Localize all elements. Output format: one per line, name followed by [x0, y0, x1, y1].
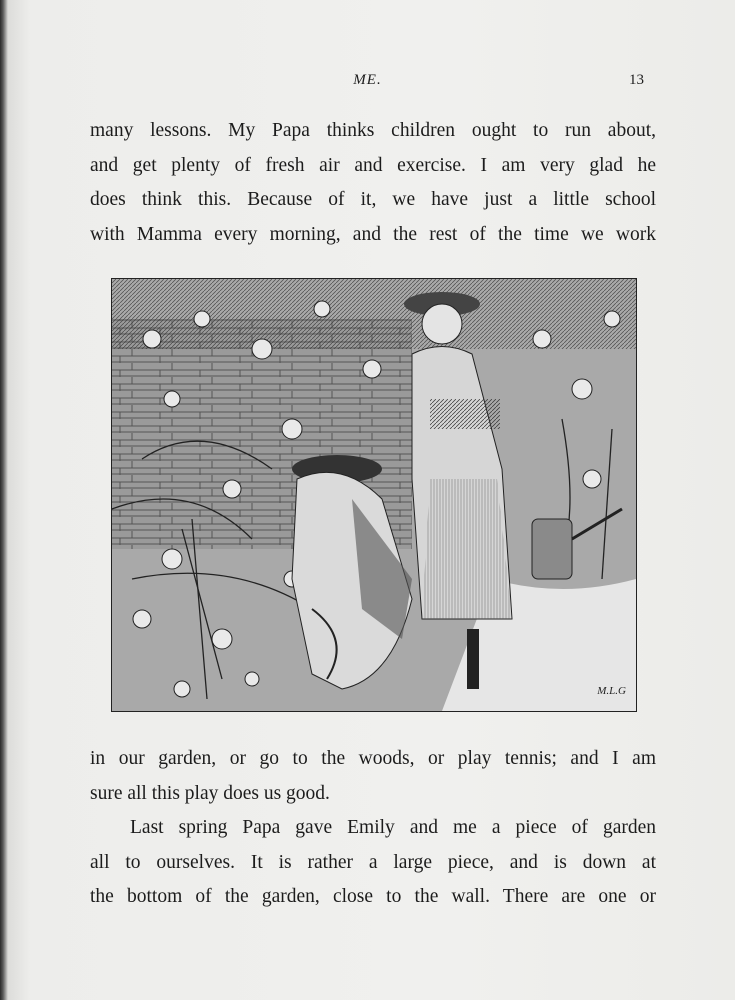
- running-title: ME.: [353, 72, 382, 88]
- text-line: the bottom of the garden, close to the wall. There are one or: [90, 886, 656, 907]
- text-line: Last spring Papa gave Emily and me a piece of garden: [130, 817, 656, 838]
- text-line: with Mamma every morning, and the rest of the time we work: [90, 223, 656, 245]
- text-line: sure all this play does us good.: [90, 782, 330, 804]
- garden-scene-drawing: [112, 279, 636, 711]
- artist-signature: M.L.G: [597, 685, 626, 697]
- text-line: in our garden, or go to the woods, or play tennis; and I am: [90, 748, 656, 769]
- paragraph-top: [90, 114, 656, 252]
- text-line: all to ourselves. It is rather a large piece, and is down at: [90, 851, 656, 873]
- text-line: does think this. Because of it, we have just a little school: [90, 189, 656, 210]
- text-line: many lessons. My Papa thinks children ought to run about,: [90, 120, 656, 141]
- paragraph-bottom: [90, 742, 656, 915]
- page-number: 13: [629, 72, 644, 88]
- engraving-illustration: [111, 278, 637, 712]
- text-line: and get plenty of fresh air and exercise. I am very glad he: [90, 154, 656, 176]
